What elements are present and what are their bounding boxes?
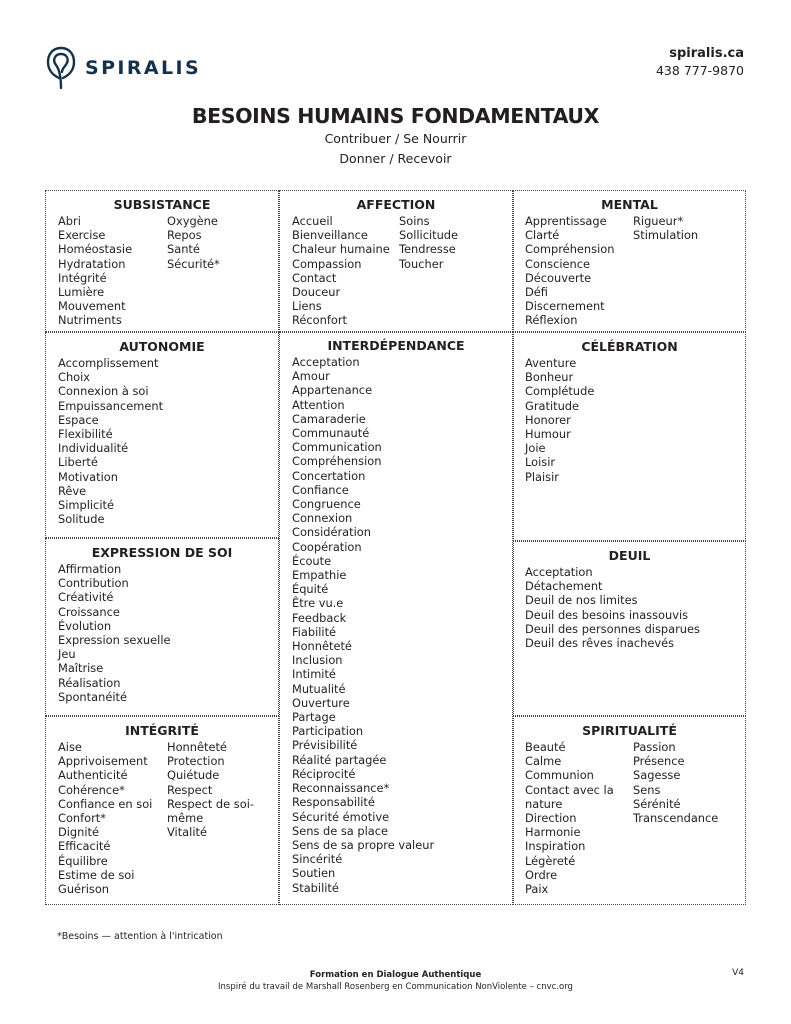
need-item: Bonheur <box>525 370 574 385</box>
section-autonomie <box>45 332 279 538</box>
need-item: Conscience <box>525 256 591 271</box>
need-item: Motivation <box>58 469 118 484</box>
need-item: Stimulation <box>633 228 699 243</box>
need-item: Confiance <box>292 482 349 497</box>
need-item: Communauté <box>292 426 370 441</box>
footnote: *Besoins — attention à l'intrication <box>57 931 223 942</box>
item-list <box>399 214 458 271</box>
need-item: Authenticité <box>58 768 128 783</box>
need-item: Reconnaissance* <box>292 781 390 796</box>
section-title: SUBSISTANCE <box>113 197 211 212</box>
need-item: Présence <box>633 754 685 769</box>
need-item: Découverte <box>525 270 592 285</box>
item-list <box>58 740 152 896</box>
section-title: AFFECTION <box>356 197 436 212</box>
section-title: SPIRITUALITÉ <box>582 723 677 738</box>
need-item: Sens <box>633 782 661 797</box>
footer-credit: Inspiré du travail de Marshall Rosenberg en Communication NonViolente – cnvc.org <box>218 982 573 992</box>
need-item: Santé <box>167 242 200 257</box>
need-item: Respect de soi-même <box>167 796 254 826</box>
need-item: Communication <box>292 440 382 455</box>
need-item: Sollicitude <box>399 228 459 243</box>
need-item: Transcendance <box>633 811 719 826</box>
need-item: Abri <box>58 214 81 228</box>
need-item: Détachement <box>525 579 603 594</box>
need-item: Soutien <box>292 866 336 881</box>
need-item: Exercise <box>58 228 106 243</box>
need-item: Réconfort <box>292 313 347 328</box>
website-link[interactable]: spiralis.ca <box>669 46 744 61</box>
need-item: Affirmation <box>58 562 122 576</box>
need-item: Deuil des personnes disparues <box>525 621 700 636</box>
need-item: Expression sexuelle <box>58 633 171 648</box>
need-item: Solitude <box>58 512 105 527</box>
page-subtitle-1: Contribuer / Se Nourrir <box>324 131 467 146</box>
section-title: EXPRESSION DE SOI <box>91 545 233 560</box>
need-item: Hydratation <box>58 256 126 271</box>
section-title: DEUIL <box>608 548 651 563</box>
need-item: Humour <box>525 427 571 442</box>
item-list <box>292 214 390 328</box>
need-item: Loisir <box>525 455 556 470</box>
section-title: INTÉGRITÉ <box>125 723 199 738</box>
need-item: Direction <box>525 811 577 826</box>
need-item: Inclusion <box>292 653 343 668</box>
need-item: Sérénité <box>633 796 681 811</box>
need-item: Deuil de nos limites <box>525 593 638 608</box>
need-item: Discernement <box>525 299 605 314</box>
need-item: Fiabilité <box>292 624 337 639</box>
need-item: Gratitude <box>525 398 580 413</box>
need-item: Homéostasie <box>58 242 133 257</box>
need-item: Acceptation <box>292 355 360 369</box>
need-item: Estime de soi <box>58 867 135 882</box>
need-item: Beauté <box>525 740 566 754</box>
need-item: Repos <box>167 228 202 243</box>
need-item: Rigueur* <box>633 214 684 228</box>
need-item: Empathie <box>292 568 347 583</box>
item-list <box>292 355 434 895</box>
need-item: Honnêteté <box>292 639 352 654</box>
need-item: Paix <box>525 882 549 897</box>
need-item: Communion <box>525 768 594 783</box>
need-item: Compassion <box>292 256 362 271</box>
need-item: Clarté <box>525 228 560 243</box>
need-item: Plaisir <box>525 469 559 484</box>
need-item: Sécurité émotive <box>292 809 390 824</box>
item-list <box>525 740 625 896</box>
need-item: Sens de sa place <box>292 823 389 838</box>
need-item: Considération <box>292 525 371 540</box>
need-item: Attention <box>292 397 345 412</box>
need-item: Spontanéité <box>58 689 127 704</box>
need-item: Passion <box>633 740 676 754</box>
need-item: Aventure <box>525 356 577 370</box>
need-item: Nutriments <box>58 313 122 328</box>
page-subtitle-2: Donner / Recevoir <box>339 151 452 166</box>
need-item: Prévisibilité <box>292 738 358 753</box>
need-item: Réciprocité <box>292 766 356 781</box>
need-item: Connexion à soi <box>58 384 149 399</box>
need-item: Ouverture <box>292 695 350 710</box>
need-item: Jeu <box>58 647 76 662</box>
need-item: Espace <box>58 412 99 427</box>
need-item: Calme <box>525 754 562 769</box>
need-item: Honnêteté <box>167 740 227 754</box>
brand-name: SPIRALIS <box>85 57 202 79</box>
need-item: Contact <box>292 270 337 285</box>
need-item: Sécurité* <box>167 256 220 271</box>
need-item: Efficacité <box>58 839 111 854</box>
footer-course-title: Formation en Dialogue Authentique <box>309 970 482 980</box>
need-item: Douceur <box>292 285 341 300</box>
need-item: Protection <box>167 754 225 769</box>
need-item: Compréhension <box>292 454 382 469</box>
need-item: Stabilité <box>292 880 339 895</box>
need-item: Être vu.e <box>292 596 344 611</box>
section-interdependance <box>279 332 513 905</box>
need-item: Partage <box>292 710 336 725</box>
spiral-leaf-icon <box>46 45 76 91</box>
need-item: Amour <box>292 369 330 384</box>
need-item: Congruence <box>292 497 361 512</box>
need-item: Apprivoisement <box>58 754 148 769</box>
need-item: Deuil des rêves inachevés <box>525 636 675 651</box>
need-item: Honorer <box>525 412 571 427</box>
need-item: Concertation <box>292 468 366 483</box>
need-item: Joie <box>525 441 546 456</box>
need-item: Deuil des besoins inassouvis <box>525 607 689 622</box>
need-item: Flexibilité <box>58 427 113 442</box>
section-deuil <box>513 541 746 716</box>
section-title: INTERDÉPENDANCE <box>327 338 465 353</box>
item-list <box>525 214 614 328</box>
need-item: Tendresse <box>399 242 456 257</box>
item-list <box>525 356 594 484</box>
section-title: MENTAL <box>601 197 658 212</box>
need-item: Appartenance <box>292 383 373 398</box>
need-item: Croissance <box>58 604 120 619</box>
need-item: Oxygène <box>167 214 218 228</box>
need-item: Choix <box>58 370 91 385</box>
section-title: AUTONOMIE <box>119 339 205 354</box>
contact-info <box>656 46 744 78</box>
need-item: Harmonie <box>525 825 581 840</box>
need-item: Réflexion <box>525 313 578 328</box>
need-item: Quiétude <box>167 768 220 783</box>
item-list <box>167 214 220 271</box>
need-item: Feedback <box>292 610 347 625</box>
need-item: Mutualité <box>292 681 346 696</box>
need-item: Empuissancement <box>58 398 164 413</box>
need-item: Rêve <box>58 483 87 498</box>
need-item: Évolution <box>58 618 112 633</box>
need-item: Équité <box>292 582 329 597</box>
need-item: Simplicité <box>58 498 114 513</box>
need-item: Camaraderie <box>292 411 366 426</box>
need-item: Individualité <box>58 441 129 456</box>
need-item: Équilibre <box>58 853 108 868</box>
item-list <box>633 740 718 825</box>
section-expression <box>45 538 279 716</box>
item-list <box>58 562 171 704</box>
item-list <box>525 565 700 650</box>
section-title: CÉLÉBRATION <box>581 339 678 354</box>
item-list <box>58 356 163 526</box>
brand-logo <box>46 44 201 92</box>
item-list <box>167 740 273 839</box>
need-item: Créativité <box>58 590 114 605</box>
need-item: Intimité <box>292 667 336 682</box>
need-item: Vitalité <box>167 825 207 840</box>
need-item: Confiance en soi <box>58 796 153 811</box>
need-item: Responsabilité <box>292 795 375 810</box>
need-item: Lumière <box>58 285 105 300</box>
need-item: Liberté <box>58 455 98 470</box>
need-item: Sincérité <box>292 852 343 867</box>
need-item: Participation <box>292 724 364 739</box>
need-item: Accomplissement <box>58 356 159 370</box>
section-celebration <box>513 332 746 541</box>
need-item: Sens de sa propre valeur <box>292 837 435 852</box>
need-item: Respect <box>167 782 213 797</box>
need-item: Sagesse <box>633 768 681 783</box>
need-item: Dignité <box>58 825 100 840</box>
need-item: Chaleur humaine <box>292 242 390 257</box>
section-integrite <box>45 716 279 905</box>
need-item: Écoute <box>292 553 332 568</box>
need-item: Liens <box>292 299 322 314</box>
need-item: Compréhension <box>525 242 615 257</box>
item-list <box>58 214 132 328</box>
need-item: Légèreté <box>525 853 576 868</box>
need-item: Ordre <box>525 867 558 882</box>
item-list <box>633 214 698 242</box>
phone-number: 438 777-9870 <box>655 63 744 78</box>
need-item: Aise <box>58 740 82 754</box>
section-subsistance <box>45 190 279 332</box>
section-mental <box>513 190 746 332</box>
need-item: Soins <box>399 214 430 228</box>
need-item: Cohérence* <box>58 782 125 797</box>
need-item: Mouvement <box>58 299 126 314</box>
section-affection <box>279 190 513 332</box>
need-item: Accueil <box>292 214 333 228</box>
need-item: Complétude <box>525 384 595 399</box>
need-item: Apprentissage <box>525 214 607 228</box>
need-item: Réalité partagée <box>292 752 387 767</box>
need-item: Défi <box>525 285 548 300</box>
need-item: Inspiration <box>525 839 586 854</box>
need-item: Maîtrise <box>58 661 104 676</box>
need-item: Intégrité <box>58 270 107 285</box>
section-spiritualite <box>513 716 746 905</box>
need-item: Toucher <box>399 256 444 271</box>
need-item: Contribution <box>58 576 129 591</box>
need-item: Confort* <box>58 811 106 826</box>
need-item: Bienveillance <box>292 228 368 243</box>
need-item: Contact avec la nature <box>525 782 614 811</box>
need-item: Connexion <box>292 511 353 526</box>
need-item: Guérison <box>58 882 110 897</box>
need-item: Coopération <box>292 539 362 554</box>
need-item: Réalisation <box>58 675 121 690</box>
version-label: V4 <box>732 968 744 978</box>
page-title: BESOINS HUMAINS FONDAMENTAUX <box>191 104 600 128</box>
need-item: Acceptation <box>525 565 593 579</box>
